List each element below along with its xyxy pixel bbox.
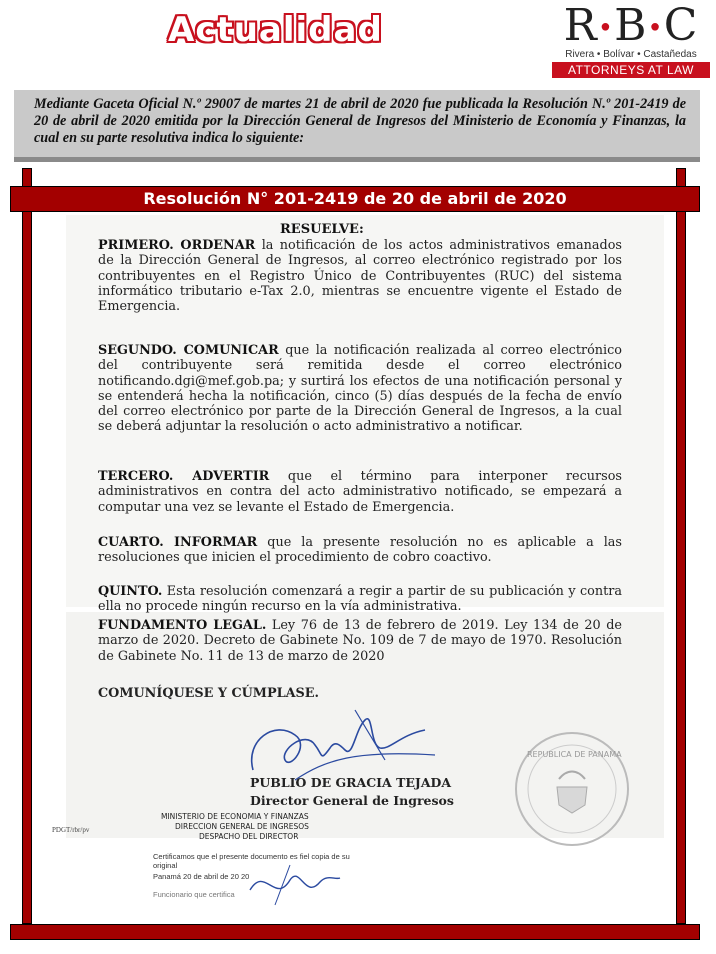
stamp-direction: DIRECCION GENERAL DE INGRESOS [175,822,309,831]
clause-cuarto: CUARTO. INFORMAR que la presente resolución no es aplicable a las resoluciones que inicien el procedimiento de cobro coactivo. [98,535,622,566]
resuelve-heading: RESUELVE: [280,222,364,237]
svg-text:REPUBLICA DE PANAMA: REPUBLICA DE PANAMA [527,750,622,759]
signer-title: Director General de Ingresos [250,793,454,808]
intro-paragraph: Mediante Gaceta Oficial N.º 29007 de martes 21 de abril de 2020 fue publicada la Resolución N.º 201-2419 de 20 de abril de 2020 emitida por la Dirección General de Ingresos del Ministerio de Economía y Finanzas, la cual en su parte resolutiva indica lo siguiente: [14,90,700,162]
stamp-certification: Certificamos que el presente documento es fiel copia de su original [153,852,350,870]
frame-bottom-bar [10,924,700,940]
logo-tagline: ATTORNEYS AT LAW [552,62,710,78]
clause-quinto: QUINTO. Esta resolución comenzará a regir a partir de su publicación y contra ella no procede ningún recurso en la vía administrativa. [98,584,622,615]
stamp-ministry: MINISTERIO DE ECONOMIA Y FINANZAS [161,812,309,821]
logo-letters: R•B•C [563,0,699,51]
rbc-logo [552,0,710,78]
logo-names: Rivera • Bolívar • Castañedas [565,48,697,60]
stamp-office: DESPACHO DEL DIRECTOR [199,832,299,841]
clause-primero: PRIMERO. ORDENAR la notificación de los actos administrativos emanados de la Dirección General de Ingresos, al correo electrónico registrado por los contribuyentes en el Registro Único de Contribuyentes (RUC) del sistema informático tributario e-Tax 2.0, mientras se encuentre vigente el Estado de Emergencia. [98,238,622,315]
clause-tercero: TERCERO. ADVERTIR que el término para interponer recursos administrativos en contra del acto administrativo notificado, se empezará a computar una vez se levante el Estado de Emergencia. [98,469,622,515]
certification-stamp [145,810,370,920]
signer-name: PUBLIO DE GRACIA TEJADA [250,775,452,790]
official-seal [497,727,647,847]
frame-left-column [22,168,32,924]
page-title: Actualidad [168,10,383,50]
closing-statement: COMUNÍQUESE Y CÚMPLASE. [98,686,319,701]
document-reference: PDGT/rbr/pv [52,826,90,834]
stamp-official: Funcionario que certifica [153,890,235,899]
clause-segundo: SEGUNDO. COMUNICAR que la notificación realizada al correo electrónico del contribuyente será remitida desde el correo electrónico notificando.dgi@mef.gob.pa; y surtirá los efectos de una notificación personal y se entenderá hecha la notificación, cinco (5) días después de la fecha de envío del correo electrónico por parte de la Dirección General de Ingresos, a la cual se deberá adjuntar la resolución o acto administrativo a notificar. [98,343,622,435]
stamp-signature [245,860,345,910]
stamp-date: Panamá 20 de abril de 20 20 [153,872,250,881]
resolution-banner: Resolución N° 201-2419 de 20 de abril de 2020 [10,186,700,212]
clause-fundamento-legal: FUNDAMENTO LEGAL. Ley 76 de 13 de febrero de 2019. Ley 134 de 20 de marzo de 2020. Decreto de Gabinete No. 109 de 7 de mayo de 1970. Resolución de Gabinete No. 11 de 13 de marzo de 2020 [98,618,622,664]
frame-right-column [676,168,686,924]
